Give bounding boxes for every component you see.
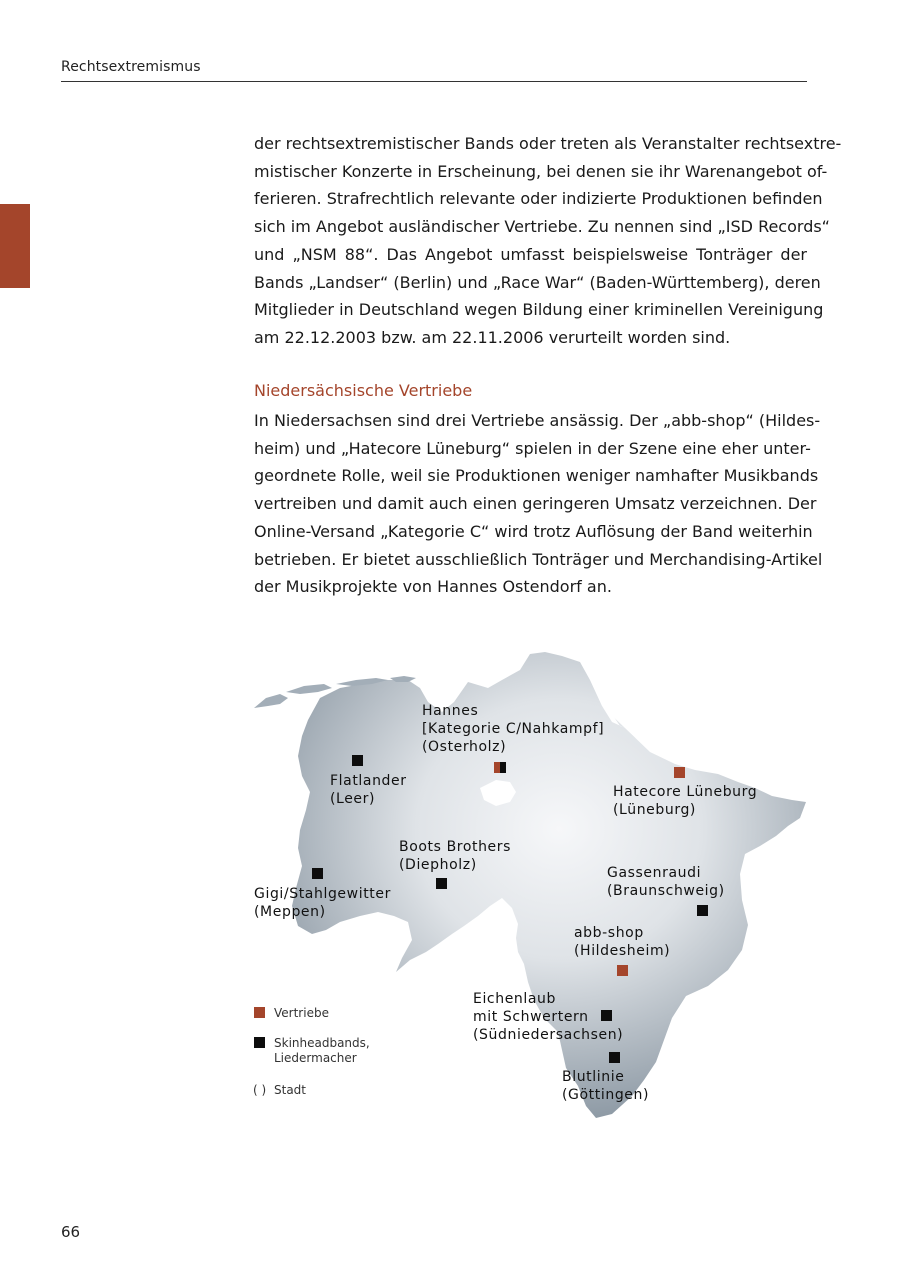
label-gigi-stahlgewitter [254, 885, 391, 921]
legend-label-vertriebe: Vertriebe [274, 1006, 329, 1020]
legend-swatch-skinheadbands [254, 1037, 265, 1048]
text-line: mistischer Konzerte in Erscheinung, bei denen sie ihr Warenangebot of- [254, 161, 828, 181]
label-abb-shop [574, 924, 670, 960]
label-line: Blutlinie [562, 1069, 625, 1085]
text-line: betrieben. Er bietet ausschließlich Tonträger und Merchandising-Artikel [254, 549, 823, 569]
text-line: am 22.12.2003 bzw. am 22.11.2006 verurteilt worden sind. [254, 327, 731, 347]
text-line: geordnete Rolle, weil sie Produktionen weniger namhafter Musikbands [254, 466, 819, 486]
header-rule [61, 81, 807, 82]
legend-line: Skinheadbands, [274, 1036, 370, 1050]
text-line: sich im Angebot ausländischer Vertriebe. Zu nennen sind „ISD Records“ [254, 217, 830, 237]
label-line: abb-shop [574, 925, 644, 941]
label-flatlander [330, 772, 407, 808]
label-line: (Göttingen) [562, 1087, 650, 1103]
label-line: (Braunschweig) [607, 883, 725, 899]
label-line: mit Schwertern [473, 1009, 589, 1025]
label-line: Hatecore Lüneburg [613, 784, 758, 800]
running-head: Rechtsextremismus [61, 59, 201, 75]
text-line: der rechtsextremistischer Bands oder treten als Veranstalter rechtsextre- [254, 134, 842, 153]
label-line: (Südniedersachsen) [473, 1027, 624, 1043]
marker-band-suedniedersachsen [601, 1010, 612, 1021]
text-line: In Niedersachsen sind drei Vertriebe ansässig. Der „abb-shop“ (Hildes- [254, 411, 821, 430]
label-line: (Diepholz) [399, 857, 477, 873]
legend-line: Liedermacher [274, 1051, 357, 1065]
label-line: (Leer) [330, 791, 376, 807]
label-line: (Lüneburg) [613, 802, 696, 818]
label-line: Hannes [422, 703, 479, 719]
legend-symbol-stadt: ( ) [253, 1083, 267, 1097]
text-line: und „NSM 88“. Das Angebot umfasst beispielsweise Tonträger der [254, 244, 807, 264]
paragraph-vertriebe [254, 407, 823, 601]
label-hannes [422, 702, 604, 756]
text-line: Mitglieder in Deutschland wegen Bildung einer kriminellen Vereinigung [254, 300, 824, 320]
label-line: Gigi/Stahlgewitter [254, 886, 391, 902]
label-line: [Kategorie C/Nahkampf] [422, 721, 605, 737]
section-heading: Niedersächsische Vertriebe [254, 381, 473, 400]
page-number: 66 [61, 1223, 81, 1241]
legend-label-skinheadbands [274, 1036, 370, 1066]
label-line: Gassenraudi [607, 865, 702, 881]
marker-band-braunschweig [697, 905, 708, 916]
label-gassenraudi [607, 864, 725, 900]
marker-band-leer [352, 755, 363, 766]
label-line: (Meppen) [254, 904, 326, 920]
label-line: Eichenlaub [473, 991, 557, 1007]
label-hatecore [613, 783, 757, 819]
label-line: (Osterholz) [422, 739, 507, 755]
label-boots-brothers [399, 838, 511, 874]
text-line: der Musikprojekte von Hannes Ostendorf an. [254, 577, 612, 597]
legend-label-stadt: Stadt [274, 1083, 306, 1097]
text-line: Bands „Landser“ (Berlin) und „Race War“ (Baden-Württemberg), deren [254, 272, 821, 292]
map-niedersachsen [240, 640, 820, 1130]
label-line: Flatlander [330, 773, 407, 789]
marker-band-goettingen [609, 1052, 620, 1063]
legend-swatch-vertriebe [254, 1007, 265, 1018]
label-blutlinie [562, 1068, 649, 1104]
text-line: vertreiben und damit auch einen geringeren Umsatz verzeichnen. Der [254, 494, 817, 514]
paragraph-intro [254, 130, 842, 352]
text-line: heim) und „Hatecore Lüneburg“ spielen in der Szene eine eher unter- [254, 438, 811, 458]
marker-vertrieb-lueneburg [674, 767, 685, 778]
marker-band-diepholz [436, 878, 447, 889]
marker-band-osterholz [500, 762, 506, 773]
marker-vertrieb-hildesheim [617, 965, 628, 976]
chapter-tab-marker [0, 204, 30, 288]
marker-band-meppen [312, 868, 323, 879]
label-line: (Hildesheim) [574, 943, 671, 959]
label-line: Boots Brothers [399, 839, 512, 855]
text-line: ferieren. Strafrechtlich relevante oder indizierte Produktionen befinden [254, 189, 823, 209]
text-line: Online-Versand „Kategorie C“ wird trotz Auflösung der Band weiterhin [254, 521, 813, 541]
